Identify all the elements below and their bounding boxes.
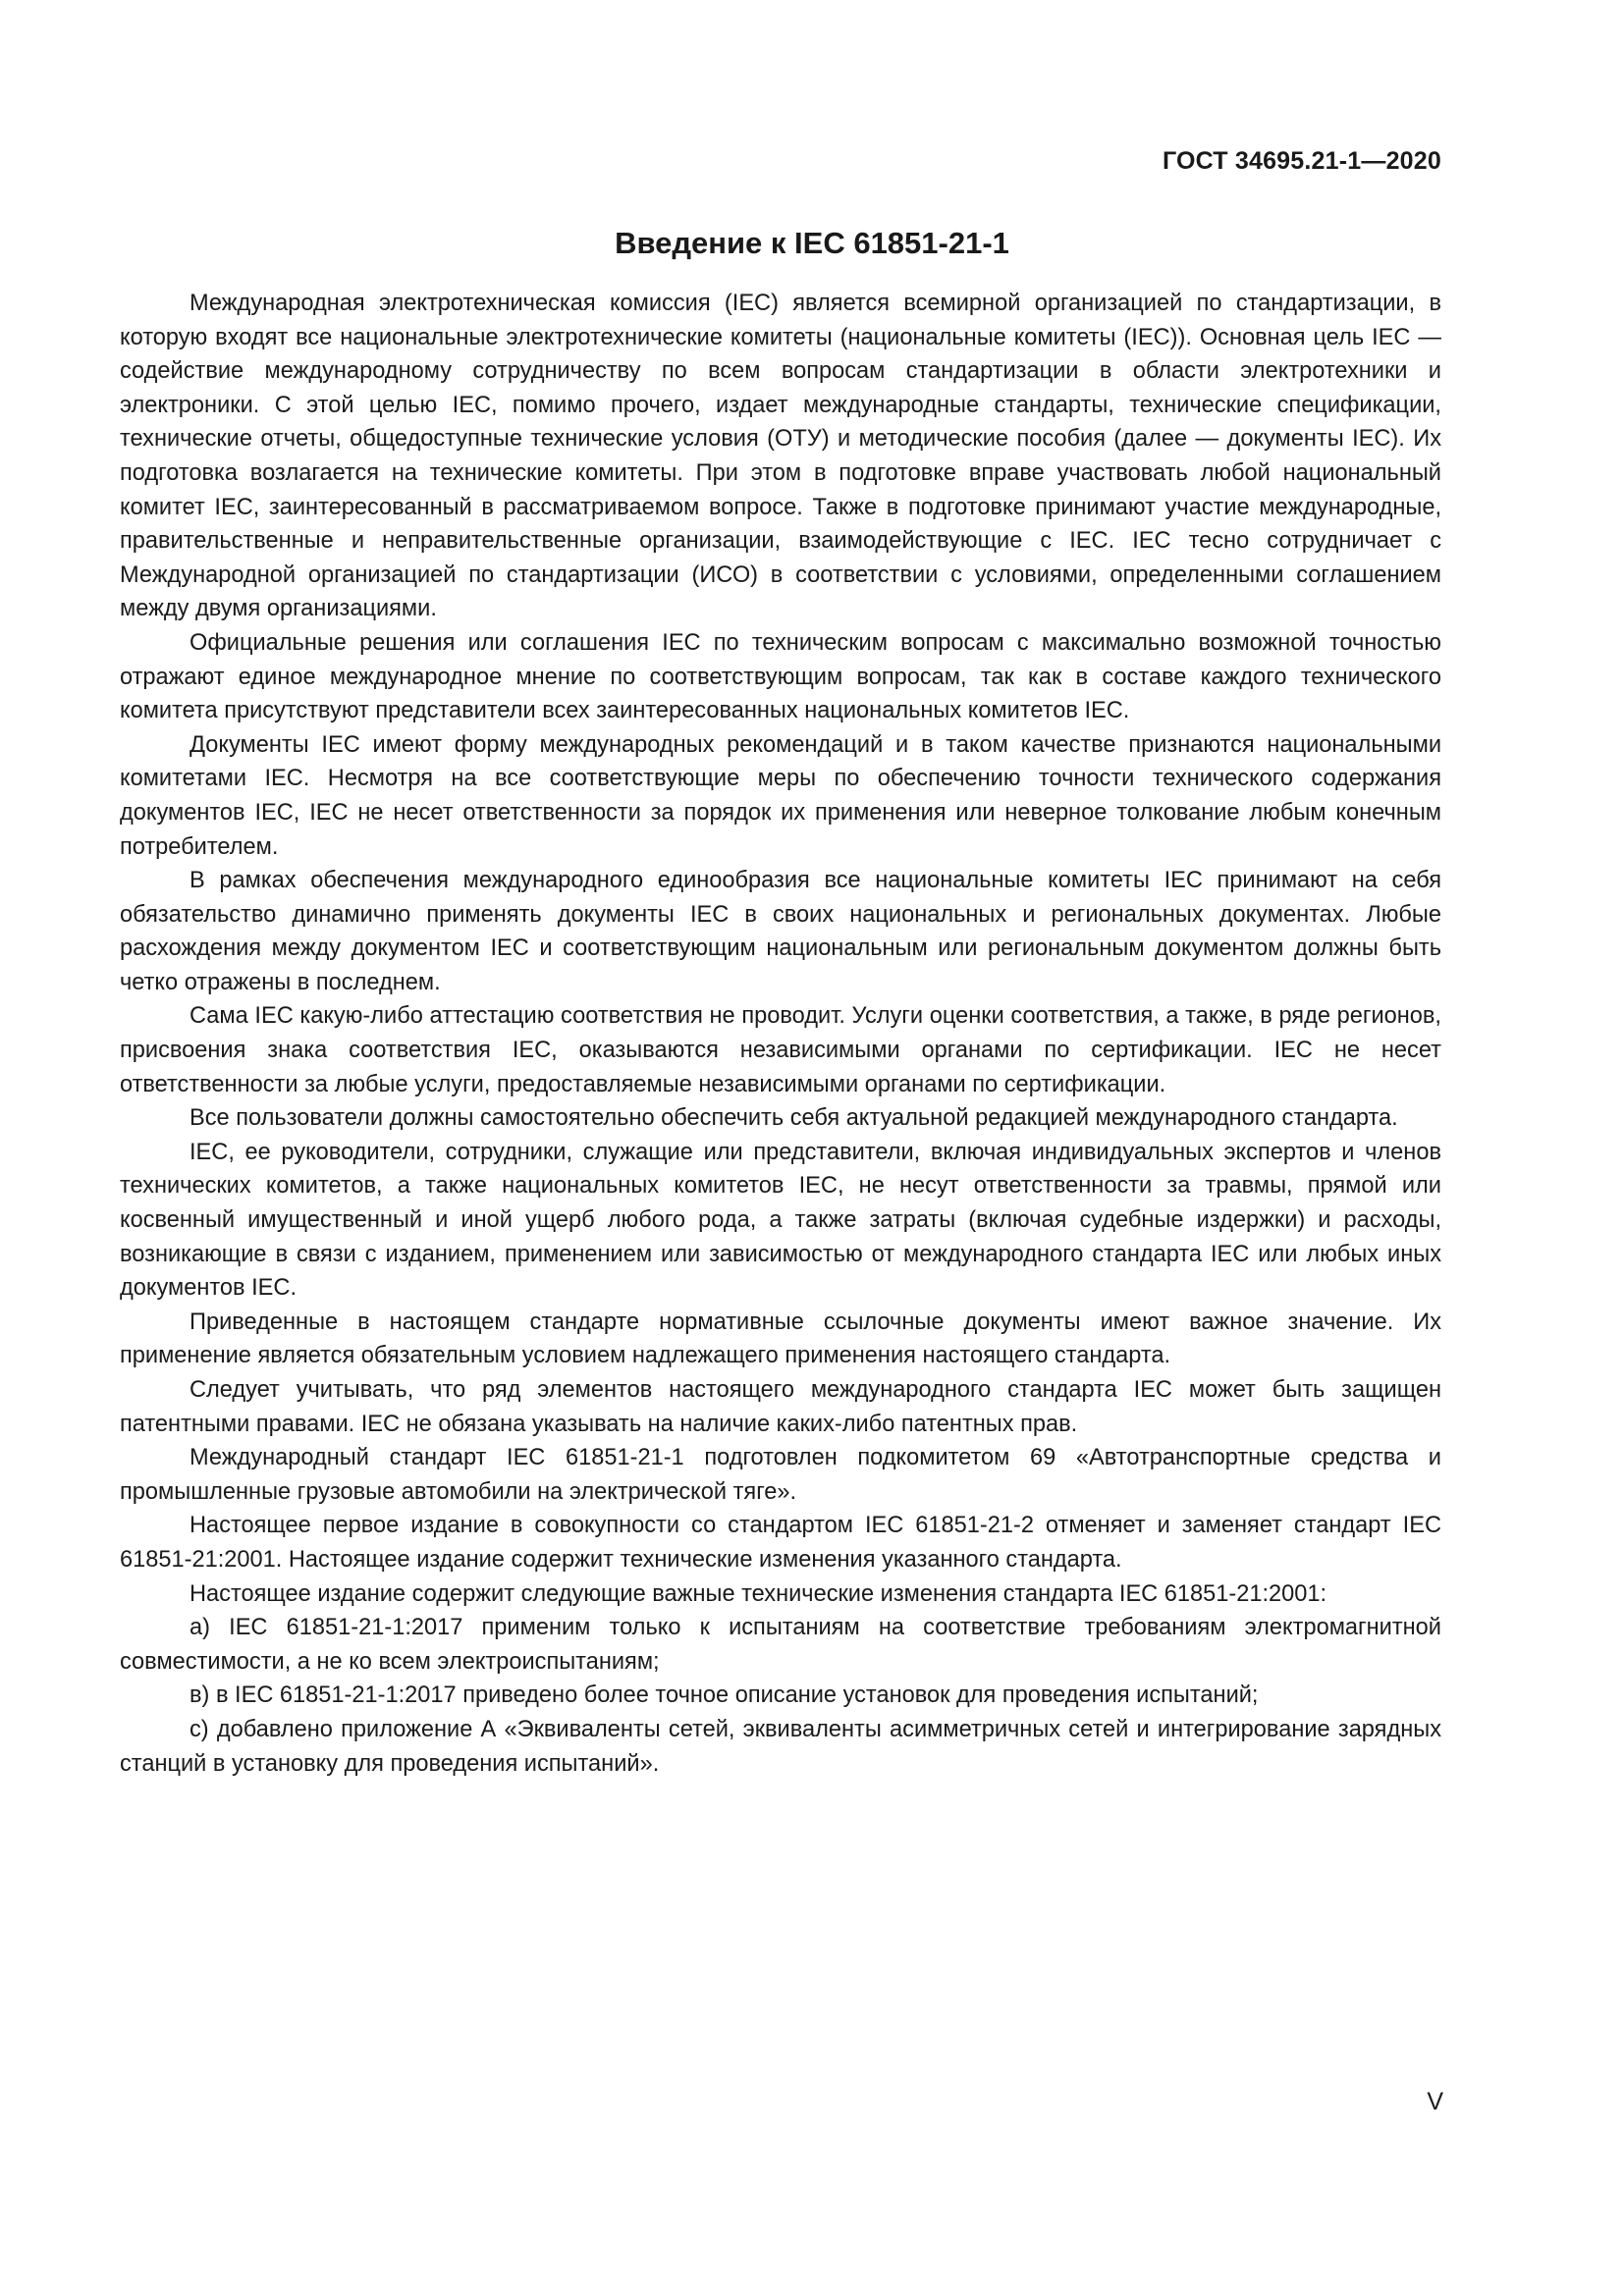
paragraph: Сама IEC какую-либо аттестацию соответствия не проводит. Услуги оценки соответствия, а также, в ряде регионов, присвоения знака соответствия IEC, оказываются независимыми органами по сертификации. IEC не несет ответственности за любые услуги, предоставляемые независимыми органами по сертификации. (120, 1003, 1441, 1097)
list-item: в) в IEC 61851-21-1:2017 приведено более точное описание установок для проведения испытаний; (189, 1682, 1259, 1709)
paragraph: Международная электротехническая комиссия (IEC) является всемирной организацией по стандартизации, в которую входят все национальные электротехнические комитеты (национальные комитеты (IEC)). Основная цель IEC — содействие международному сотрудничеству по всем вопросам стандартизации в области электротехники и электроники. С этой целью IEC, помимо прочего, издает международные стандарты, технические спецификации, технические отчеты, общедоступные технические условия (ОТУ) и методические пособия (далее — документы IEC). Их подготовка возлагается на технические комитеты. При этом в подготовке вправе участвовать любой национальный комитет IEC, заинтересованный в рассматриваемом вопросе. Также в подготовке принимают участие международные, правительственные и неправительственные организации, взаимодействующие с IEC. IEC тесно сотрудничает с Международной организацией по стандартизации (ИСО) в соответствии с условиями, определенными соглашением между двумя организациями. (120, 291, 1441, 622)
list-item: c) добавлено приложение А «Эквиваленты сетей, эквиваленты асимметричных сетей и интегрирование зарядных станций в установку для проведения испытаний». (120, 1716, 1441, 1777)
paragraph: Все пользователи должны самостоятельно обеспечить себя актуальной редакцией международного стандарта. (189, 1105, 1398, 1132)
body-text (120, 287, 1441, 1781)
paragraph: IEC, ее руководители, сотрудники, служащие или представители, включая индивидуальных экспертов и членов технических комитетов, а также национальных комитетов IEC, не несут ответственности за травмы, прямой или косвенный имущественный и иной ущерб любого рода, а также затраты (включая судебные издержки) и расходы, возникающие в связи с изданием, применением или зависимостью от международного стандарта IEC или любых иных документов IEC. (120, 1139, 1441, 1302)
paragraph: В рамках обеспечения международного единообразия все национальные комитеты IEC принимают на себя обязательство динамично применять документы IEC в своих национальных и региональных документах. Любые расхождения между документом IEC и соответствующим национальным или региональным документом должны быть четко отражены в последнем. (120, 868, 1441, 995)
paragraph: Следует учитывать, что ряд элементов настоящего международного стандарта IEC может быть защищен патентными правами. IEC не обязана указывать на наличие каких-либо патентных прав. (120, 1377, 1441, 1437)
paragraph: Настоящее издание содержит следующие важные технические изменения стандарта IEC 61851-21:2001: (189, 1580, 1327, 1607)
paragraph: Настоящее первое издание в совокупности со стандартом IEC 61851-21-2 отменяет и заменяет стандарт IEC 61851-21:2001. Настоящее издание содержит технические изменения указанного стандарта. (120, 1513, 1441, 1573)
paragraph: Международный стандарт IEC 61851-21-1 подготовлен подкомитетом 69 «Автотранспортные средства и промышленные грузовые автомобили на электрической тяге». (120, 1445, 1441, 1505)
section-title: Введение к IEC 61851-21-1 (615, 226, 1009, 260)
paragraph: Приведенные в настоящем стандарте нормативные ссылочные документы имеют важное значение. Их применение является обязательным условием надлежащего применения настоящего стандарта. (120, 1308, 1441, 1369)
paragraph: Официальные решения или соглашения IEC по техническим вопросам с максимально возможной точностью отражают единое международное мнение по соответствующим вопросам, так как в составе каждого технического комитета присутствуют представители всех заинтересованных национальных комитетов IEC. (120, 629, 1441, 724)
paragraph: Документы IEC имеют форму международных рекомендаций и в таком качестве признаются национальными комитетами IEC. Несмотря на все соответствующие меры по обеспечению точности технического содержания документов IEC, IEC не несет ответственности за порядок их применения или неверное толкование любым конечным потребителем. (120, 731, 1441, 860)
list-item: а) IEC 61851-21-1:2017 применим только к испытаниям на соответствие требованиям электромагнитной совместимости, а не ко всем электроиспытаниям; (120, 1615, 1441, 1675)
page-number: V (1427, 2088, 1443, 2115)
document-code: ГОСТ 34695.21-1—2020 (1162, 147, 1441, 175)
